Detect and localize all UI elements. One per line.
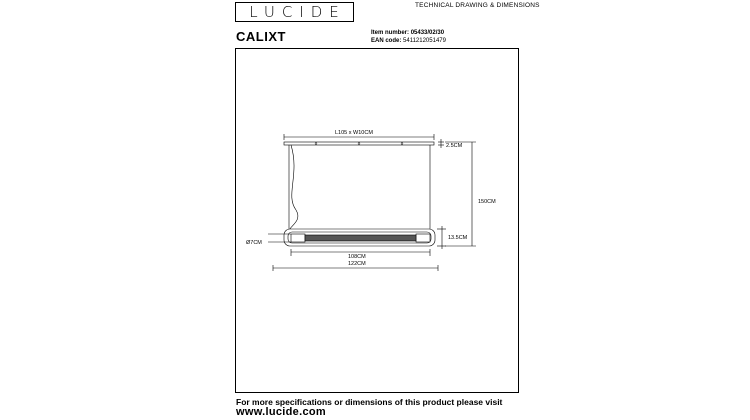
ean-code: 5411212051479	[403, 38, 446, 44]
item-number-label: Item number:	[371, 30, 410, 36]
product-name: CALIXT	[236, 29, 286, 44]
dim-total-height-label: 150CM	[478, 199, 496, 205]
footer-url-link[interactable]: www.lucide.com	[236, 406, 326, 418]
dim-body-height-label: 13.5CM	[448, 235, 468, 241]
dim-top-label: L105 x W10CM	[335, 130, 373, 136]
item-number: 05433/02/30	[410, 30, 445, 36]
dim-canopy-height-label: 2.5CM	[446, 143, 463, 149]
dim-diameter-label: Ø7CM	[246, 240, 262, 246]
dim-inner-length-label: 108CM	[348, 254, 366, 260]
power-cord	[290, 145, 298, 229]
end-cap-left	[291, 234, 305, 242]
header-title: TECHNICAL DRAWING & DIMENSIONS	[415, 2, 540, 9]
ean-label: EAN code:	[371, 38, 402, 44]
footer-text: For more specifications or dimensions of this product please visit	[236, 397, 503, 407]
dim-total-length-label: 122CM	[348, 261, 366, 267]
lucide-logo: LUCIDE	[235, 2, 354, 22]
mesh-tube	[305, 235, 416, 241]
end-cap-right	[416, 234, 430, 242]
